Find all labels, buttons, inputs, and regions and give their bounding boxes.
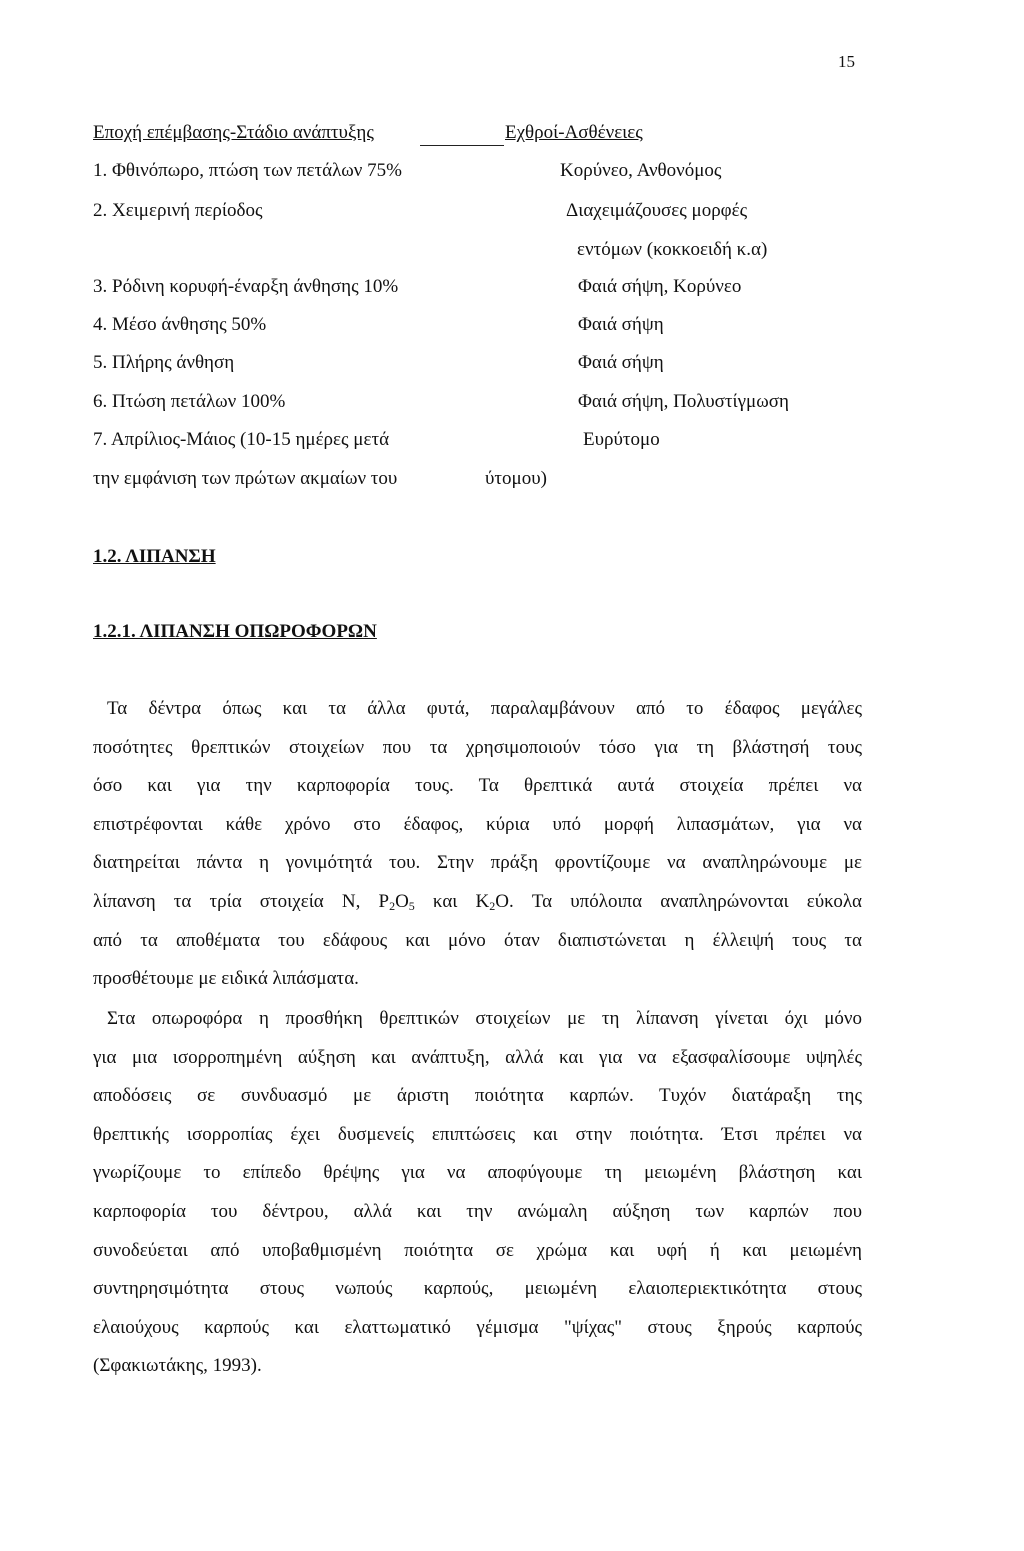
- text-fragment: O: [395, 890, 409, 912]
- paragraph-fertilization-intro: [93, 690, 862, 999]
- text-fragment: και K: [414, 890, 490, 912]
- table-row-7-overflow-fragment: ύτομου): [485, 468, 547, 489]
- table-header-stage: Εποχή επέμβασης-Στάδιο ανάπτυξης: [93, 122, 374, 143]
- paragraph-line-nutrients: [93, 883, 862, 922]
- table-row-5-stage: 5. Πλήρης άνθηση: [93, 352, 235, 373]
- table-row-6-pests: Φαιά σήψη, Πολυστίγμωση: [578, 391, 789, 412]
- paragraph-line: από τα αποθέματα του εδάφους και μόνο όταν διαπιστώνεται η έλλειψή τους τα: [93, 929, 862, 951]
- paragraph-line: Τα δέντρα όπως και τα άλλα φυτά, παραλαμβάνουν από το έδαφος μεγάλες: [107, 698, 862, 719]
- subscript: 2: [489, 898, 496, 913]
- table-row-2-pests-continued: εντόμων (κοκκοειδή κ.α): [577, 239, 768, 260]
- paragraph-line: όσο και για την καρποφορία τους. Τα θρεπτικά αυτά στοιχεία πρέπει να: [93, 775, 862, 797]
- text-fragment: λίπανση τα τρία στοιχεία N, P: [93, 890, 390, 912]
- table-row-3-stage: 3. Ρόδινη κορυφή-έναρξη άνθησης 10%: [93, 276, 399, 297]
- table-header-pests: Εχθροί-Ασθένειες: [505, 122, 643, 143]
- paragraph-line: αποδόσεις σε συνδυασμό με άριστη ποιότητα καρπών. Τυχόν διατάραξη της: [93, 1085, 862, 1107]
- subscript: 5: [408, 898, 415, 913]
- table-row-2-pests: Διαχειμάζουσες μορφές: [566, 200, 748, 221]
- paragraph-line: θρεπτικής ισορροπίας έχει δυσμενείς επιπτώσεις και στην ποιότητα. Έτσι πρέπει να: [93, 1123, 862, 1145]
- paragraph-line: ελαιούχους καρπούς και ελαττωματικό γέμισμα "ψίχας" στους ξηρούς καρπούς: [93, 1316, 862, 1338]
- paragraph-line: Στα οπωροφόρα η προσθήκη θρεπτικών στοιχείων με τη λίπανση γίνεται όχι μόνο: [107, 1008, 862, 1029]
- table-row-1-pests: Κορύνεο, Ανθονόμος: [560, 160, 722, 181]
- text-fragment: O. Τα υπόλοιπα αναπληρώνονται εύκολα: [495, 890, 863, 912]
- header-divider: [420, 145, 504, 146]
- subscript: 2: [389, 898, 396, 913]
- paragraph-line: επιστρέφονται κάθε χρόνο στο έδαφος, κύρια υπό μορφή λιπασμάτων, για να: [93, 813, 862, 835]
- table-row-1-stage: 1. Φθινόπωρο, πτώση των πετάλων 75%: [93, 160, 402, 181]
- paragraph-line: (Σφακιωτάκης, 1993).: [93, 1355, 262, 1377]
- table-row-7-pests: Ευρύτομο: [583, 429, 660, 450]
- table-row-4-pests: Φαιά σήψη: [578, 314, 664, 335]
- table-row-7-stage: 7. Απρίλιος-Μάιος (10-15 ημέρες μετά: [93, 429, 390, 450]
- paragraph-line: ποσότητες θρεπτικών στοιχείων που τα χρησιμοποιούν τόσο για τη βλάστησή τους: [93, 736, 862, 758]
- paragraph-line: συντηρησιμότητα στους νωπούς καρπούς, μειωμένη ελαιοπεριεκτικότητα στους: [93, 1278, 862, 1300]
- table-row-7-stage-continued: την εμφάνιση των πρώτων ακμαίων του: [93, 468, 398, 489]
- paragraph-line: γνωρίζουμε το επίπεδο θρέψης για να αποφύγουμε τη μειωμένη βλάστηση και: [93, 1162, 862, 1184]
- paragraph-fertilization-benefits: [93, 1000, 862, 1386]
- paragraph-line: για μια ισορροπημένη αύξηση και ανάπτυξη, αλλά και για να εξασφαλίσουμε υψηλές: [93, 1046, 862, 1068]
- section-heading-1-2-1: 1.2.1. ΛΙΠΑΝΣΗ ΟΠΩΡΟΦΟΡΩΝ: [93, 621, 377, 642]
- paragraph-line: διατηρείται πάντα η γονιμότητά του. Στην πράξη φροντίζουμε να αναπληρώνουμε με: [93, 852, 862, 874]
- paragraph-line: προσθέτουμε με ειδικά λιπάσματα.: [93, 968, 359, 990]
- table-row-2-stage: 2. Χειμερινή περίοδος: [93, 200, 263, 221]
- table-row-3-pests: Φαιά σήψη, Κορύνεο: [578, 276, 742, 297]
- table-row-4-stage: 4. Μέσο άνθησης 50%: [93, 314, 267, 335]
- paragraph-line: συνοδεύεται από υποβαθμισμένη ποιότητα σε χρώμα και υφή ή και μειωμένη: [93, 1239, 862, 1261]
- paragraph-line: καρποφορία του δέντρου, αλλά και την ανώμαλη αύξηση των καρπών που: [93, 1200, 862, 1222]
- table-row-5-pests: Φαιά σήψη: [578, 352, 664, 373]
- page-number: 15: [838, 52, 855, 71]
- table-row-6-stage: 6. Πτώση πετάλων 100%: [93, 391, 286, 412]
- section-heading-1-2: 1.2. ΛΙΠΑΝΣΗ: [93, 546, 216, 567]
